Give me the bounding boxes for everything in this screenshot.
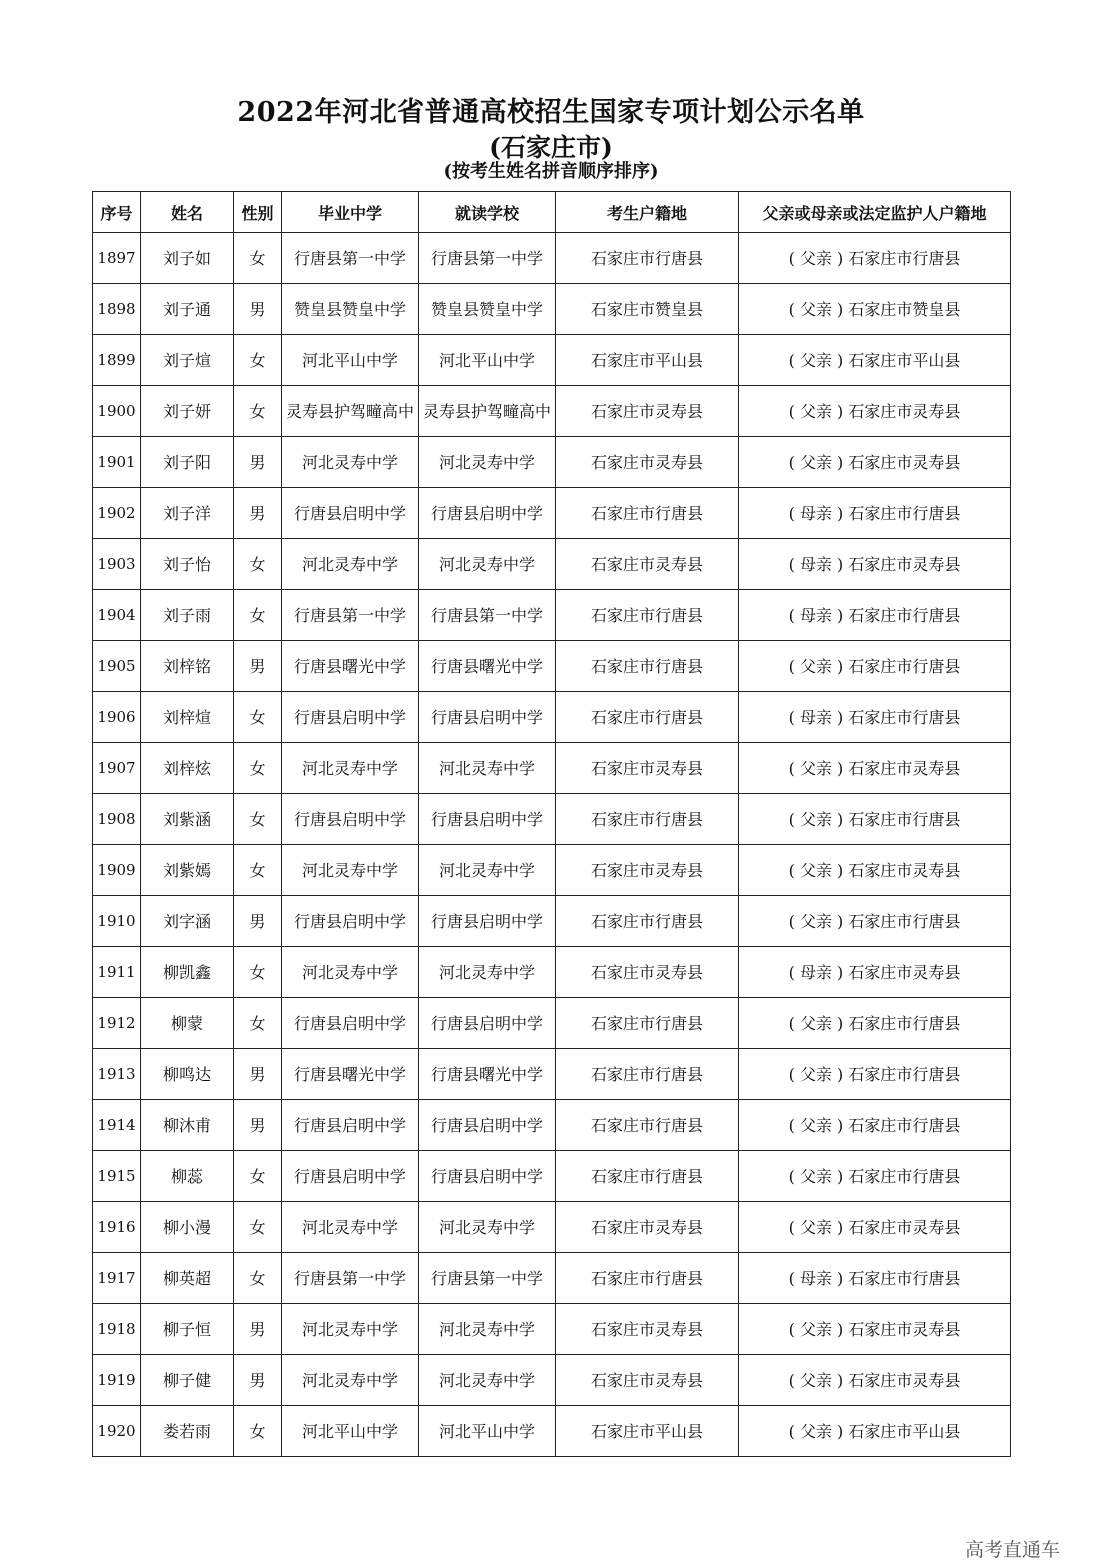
- table-row: [93, 386, 1011, 437]
- cell-current-school: 河北灵寿中学: [419, 1202, 556, 1253]
- cell-current-school: 河北灵寿中学: [419, 947, 556, 998]
- cell-graduation-school: 灵寿县护驾疃高中: [282, 386, 419, 437]
- cell-household-registration: 石家庄市行唐县: [556, 1253, 739, 1304]
- cell-gender: 女: [234, 692, 282, 743]
- cell-name: 柳子健: [141, 1355, 234, 1406]
- cell-seq: 1897: [93, 233, 141, 284]
- cell-name: 柳凯鑫: [141, 947, 234, 998]
- table-row: [93, 1253, 1011, 1304]
- cell-seq: 1903: [93, 539, 141, 590]
- cell-guardian-registration: ( 父亲 ) 石家庄市平山县: [739, 1406, 1011, 1457]
- cell-gender: 男: [234, 1355, 282, 1406]
- table-row: [93, 1100, 1011, 1151]
- cell-current-school: 河北灵寿中学: [419, 743, 556, 794]
- cell-guardian-registration: ( 父亲 ) 石家庄市灵寿县: [739, 437, 1011, 488]
- cell-household-registration: 石家庄市行唐县: [556, 590, 739, 641]
- cell-name: 刘子煊: [141, 335, 234, 386]
- cell-seq: 1920: [93, 1406, 141, 1457]
- cell-seq: 1913: [93, 1049, 141, 1100]
- table-row: [93, 692, 1011, 743]
- cell-name: 刘梓煊: [141, 692, 234, 743]
- cell-current-school: 河北灵寿中学: [419, 437, 556, 488]
- cell-current-school: 河北灵寿中学: [419, 845, 556, 896]
- document-subtitle: (石家庄市): [489, 133, 613, 162]
- cell-gender: 男: [234, 1100, 282, 1151]
- cell-seq: 1909: [93, 845, 141, 896]
- cell-household-registration: 石家庄市灵寿县: [556, 437, 739, 488]
- cell-current-school: 行唐县启明中学: [419, 998, 556, 1049]
- cell-household-registration: 石家庄市行唐县: [556, 488, 739, 539]
- cell-name: 刘子雨: [141, 590, 234, 641]
- header-graduation-school: 毕业中学: [282, 192, 419, 233]
- cell-gender: 女: [234, 845, 282, 896]
- cell-household-registration: 石家庄市灵寿县: [556, 1202, 739, 1253]
- cell-current-school: 赞皇县赞皇中学: [419, 284, 556, 335]
- cell-name: 刘子阳: [141, 437, 234, 488]
- cell-guardian-registration: ( 母亲 ) 石家庄市行唐县: [739, 488, 1011, 539]
- cell-household-registration: 石家庄市平山县: [556, 335, 739, 386]
- cell-current-school: 河北灵寿中学: [419, 539, 556, 590]
- cell-seq: 1898: [93, 284, 141, 335]
- cell-seq: 1915: [93, 1151, 141, 1202]
- table-row: [93, 233, 1011, 284]
- cell-guardian-registration: ( 父亲 ) 石家庄市行唐县: [739, 1151, 1011, 1202]
- cell-graduation-school: 行唐县启明中学: [282, 794, 419, 845]
- cell-household-registration: 石家庄市行唐县: [556, 1049, 739, 1100]
- table-row: [93, 641, 1011, 692]
- cell-current-school: 行唐县启明中学: [419, 794, 556, 845]
- table-row: [93, 1202, 1011, 1253]
- cell-seq: 1906: [93, 692, 141, 743]
- cell-guardian-registration: ( 父亲 ) 石家庄市行唐县: [739, 233, 1011, 284]
- cell-gender: 男: [234, 1049, 282, 1100]
- cell-name: 柳蕊: [141, 1151, 234, 1202]
- cell-name: 柳小漫: [141, 1202, 234, 1253]
- cell-gender: 女: [234, 1202, 282, 1253]
- cell-name: 柳鸣达: [141, 1049, 234, 1100]
- cell-gender: 女: [234, 233, 282, 284]
- cell-graduation-school: 行唐县曙光中学: [282, 641, 419, 692]
- cell-seq: 1918: [93, 1304, 141, 1355]
- cell-guardian-registration: ( 父亲 ) 石家庄市灵寿县: [739, 845, 1011, 896]
- cell-seq: 1905: [93, 641, 141, 692]
- cell-name: 柳英超: [141, 1253, 234, 1304]
- cell-name: 刘子怡: [141, 539, 234, 590]
- table-row: [93, 590, 1011, 641]
- cell-guardian-registration: ( 父亲 ) 石家庄市行唐县: [739, 1100, 1011, 1151]
- cell-gender: 男: [234, 896, 282, 947]
- cell-guardian-registration: ( 母亲 ) 石家庄市行唐县: [739, 1253, 1011, 1304]
- cell-household-registration: 石家庄市行唐县: [556, 998, 739, 1049]
- cell-guardian-registration: ( 父亲 ) 石家庄市行唐县: [739, 641, 1011, 692]
- cell-current-school: 行唐县第一中学: [419, 233, 556, 284]
- cell-household-registration: 石家庄市行唐县: [556, 233, 739, 284]
- header-guardian-registration: 父亲或母亲或法定监护人户籍地: [739, 192, 1011, 233]
- cell-guardian-registration: ( 父亲 ) 石家庄市灵寿县: [739, 386, 1011, 437]
- cell-current-school: 行唐县启明中学: [419, 1100, 556, 1151]
- cell-graduation-school: 河北灵寿中学: [282, 539, 419, 590]
- cell-guardian-registration: ( 父亲 ) 石家庄市行唐县: [739, 1049, 1011, 1100]
- cell-name: 刘子通: [141, 284, 234, 335]
- cell-seq: 1904: [93, 590, 141, 641]
- cell-household-registration: 石家庄市赞皇县: [556, 284, 739, 335]
- sort-note: (按考生姓名拼音顺序排序): [443, 161, 659, 182]
- cell-gender: 男: [234, 284, 282, 335]
- cell-current-school: 行唐县启明中学: [419, 692, 556, 743]
- cell-guardian-registration: ( 父亲 ) 石家庄市行唐县: [739, 998, 1011, 1049]
- cell-graduation-school: 行唐县启明中学: [282, 998, 419, 1049]
- table-row: [93, 743, 1011, 794]
- table-row: [93, 998, 1011, 1049]
- table-row: [93, 1406, 1011, 1457]
- cell-gender: 女: [234, 539, 282, 590]
- cell-current-school: 行唐县第一中学: [419, 1253, 556, 1304]
- cell-current-school: 行唐县启明中学: [419, 488, 556, 539]
- table-body: [93, 233, 1011, 1457]
- cell-household-registration: 石家庄市行唐县: [556, 1100, 739, 1151]
- cell-graduation-school: 河北灵寿中学: [282, 437, 419, 488]
- cell-guardian-registration: ( 父亲 ) 石家庄市平山县: [739, 335, 1011, 386]
- cell-seq: 1911: [93, 947, 141, 998]
- cell-household-registration: 石家庄市灵寿县: [556, 947, 739, 998]
- cell-current-school: 行唐县曙光中学: [419, 1049, 556, 1100]
- header-household-registration: 考生户籍地: [556, 192, 739, 233]
- cell-household-registration: 石家庄市行唐县: [556, 1151, 739, 1202]
- header-gender: 性别: [234, 192, 282, 233]
- cell-seq: 1900: [93, 386, 141, 437]
- cell-name: 刘字涵: [141, 896, 234, 947]
- cell-guardian-registration: ( 母亲 ) 石家庄市行唐县: [739, 590, 1011, 641]
- cell-guardian-registration: ( 母亲 ) 石家庄市行唐县: [739, 692, 1011, 743]
- cell-gender: 男: [234, 488, 282, 539]
- cell-household-registration: 石家庄市行唐县: [556, 794, 739, 845]
- cell-gender: 女: [234, 1406, 282, 1457]
- cell-graduation-school: 河北灵寿中学: [282, 845, 419, 896]
- cell-name: 柳子恒: [141, 1304, 234, 1355]
- cell-current-school: 行唐县曙光中学: [419, 641, 556, 692]
- cell-gender: 男: [234, 641, 282, 692]
- header-current-school: 就读学校: [419, 192, 556, 233]
- table-row: [93, 896, 1011, 947]
- cell-guardian-registration: ( 父亲 ) 石家庄市行唐县: [739, 794, 1011, 845]
- table-row: [93, 947, 1011, 998]
- cell-household-registration: 石家庄市灵寿县: [556, 1304, 739, 1355]
- table-header-row: [93, 192, 1011, 233]
- cell-gender: 女: [234, 947, 282, 998]
- header-name: 姓名: [141, 192, 234, 233]
- cell-household-registration: 石家庄市灵寿县: [556, 539, 739, 590]
- cell-seq: 1901: [93, 437, 141, 488]
- cell-graduation-school: 行唐县启明中学: [282, 896, 419, 947]
- cell-graduation-school: 行唐县第一中学: [282, 590, 419, 641]
- cell-name: 刘紫涵: [141, 794, 234, 845]
- cell-graduation-school: 行唐县第一中学: [282, 233, 419, 284]
- cell-current-school: 行唐县第一中学: [419, 590, 556, 641]
- cell-seq: 1908: [93, 794, 141, 845]
- cell-name: 刘子洋: [141, 488, 234, 539]
- cell-graduation-school: 行唐县启明中学: [282, 692, 419, 743]
- cell-guardian-registration: ( 父亲 ) 石家庄市赞皇县: [739, 284, 1011, 335]
- cell-gender: 女: [234, 335, 282, 386]
- cell-household-registration: 石家庄市灵寿县: [556, 845, 739, 896]
- cell-guardian-registration: ( 父亲 ) 石家庄市行唐县: [739, 896, 1011, 947]
- cell-name: 刘紫嫣: [141, 845, 234, 896]
- table-row: [93, 1151, 1011, 1202]
- table-row: [93, 1304, 1011, 1355]
- cell-seq: 1914: [93, 1100, 141, 1151]
- cell-gender: 男: [234, 437, 282, 488]
- header-seq: 序号: [93, 192, 141, 233]
- cell-name: 刘梓铭: [141, 641, 234, 692]
- table-row: [93, 539, 1011, 590]
- cell-guardian-registration: ( 父亲 ) 石家庄市灵寿县: [739, 743, 1011, 794]
- cell-name: 娄若雨: [141, 1406, 234, 1457]
- table-row: [93, 845, 1011, 896]
- cell-current-school: 灵寿县护驾疃高中: [419, 386, 556, 437]
- cell-household-registration: 石家庄市行唐县: [556, 896, 739, 947]
- cell-name: 刘子如: [141, 233, 234, 284]
- cell-graduation-school: 河北灵寿中学: [282, 743, 419, 794]
- cell-graduation-school: 行唐县第一中学: [282, 1253, 419, 1304]
- cell-gender: 女: [234, 386, 282, 437]
- table-row: [93, 1049, 1011, 1100]
- table-row: [93, 488, 1011, 539]
- cell-current-school: 行唐县启明中学: [419, 1151, 556, 1202]
- cell-graduation-school: 河北灵寿中学: [282, 1355, 419, 1406]
- cell-graduation-school: 河北灵寿中学: [282, 1202, 419, 1253]
- cell-gender: 女: [234, 998, 282, 1049]
- table-row: [93, 284, 1011, 335]
- cell-household-registration: 石家庄市灵寿县: [556, 1355, 739, 1406]
- cell-gender: 女: [234, 743, 282, 794]
- document-title: 2022年河北省普通高校招生国家专项计划公示名单: [237, 97, 865, 128]
- table-row: [93, 437, 1011, 488]
- cell-graduation-school: 行唐县曙光中学: [282, 1049, 419, 1100]
- table-row: [93, 335, 1011, 386]
- cell-gender: 女: [234, 794, 282, 845]
- cell-name: 刘子妍: [141, 386, 234, 437]
- cell-gender: 女: [234, 590, 282, 641]
- cell-current-school: 河北灵寿中学: [419, 1304, 556, 1355]
- cell-current-school: 河北平山中学: [419, 1406, 556, 1457]
- cell-household-registration: 石家庄市平山县: [556, 1406, 739, 1457]
- cell-name: 刘梓炫: [141, 743, 234, 794]
- cell-household-registration: 石家庄市灵寿县: [556, 386, 739, 437]
- cell-graduation-school: 河北灵寿中学: [282, 947, 419, 998]
- cell-graduation-school: 河北平山中学: [282, 1406, 419, 1457]
- cell-guardian-registration: ( 父亲 ) 石家庄市灵寿县: [739, 1202, 1011, 1253]
- cell-guardian-registration: ( 母亲 ) 石家庄市灵寿县: [739, 539, 1011, 590]
- cell-graduation-school: 河北灵寿中学: [282, 1304, 419, 1355]
- cell-current-school: 河北灵寿中学: [419, 1355, 556, 1406]
- cell-name: 柳蒙: [141, 998, 234, 1049]
- cell-seq: 1910: [93, 896, 141, 947]
- cell-graduation-school: 行唐县启明中学: [282, 1100, 419, 1151]
- cell-gender: 男: [234, 1304, 282, 1355]
- cell-gender: 女: [234, 1253, 282, 1304]
- cell-seq: 1902: [93, 488, 141, 539]
- cell-seq: 1919: [93, 1355, 141, 1406]
- cell-seq: 1899: [93, 335, 141, 386]
- cell-household-registration: 石家庄市行唐县: [556, 641, 739, 692]
- table-row: [93, 1355, 1011, 1406]
- cell-graduation-school: 河北平山中学: [282, 335, 419, 386]
- cell-graduation-school: 行唐县启明中学: [282, 488, 419, 539]
- cell-household-registration: 石家庄市行唐县: [556, 692, 739, 743]
- cell-current-school: 行唐县启明中学: [419, 896, 556, 947]
- cell-guardian-registration: ( 母亲 ) 石家庄市灵寿县: [739, 947, 1011, 998]
- cell-graduation-school: 赞皇县赞皇中学: [282, 284, 419, 335]
- table-row: [93, 794, 1011, 845]
- cell-seq: 1917: [93, 1253, 141, 1304]
- cell-household-registration: 石家庄市灵寿县: [556, 743, 739, 794]
- cell-guardian-registration: ( 父亲 ) 石家庄市灵寿县: [739, 1355, 1011, 1406]
- cell-current-school: 河北平山中学: [419, 335, 556, 386]
- cell-seq: 1912: [93, 998, 141, 1049]
- cell-gender: 女: [234, 1151, 282, 1202]
- cell-graduation-school: 行唐县启明中学: [282, 1151, 419, 1202]
- roster-table: [92, 191, 1011, 1457]
- watermark: 高考直通车: [965, 1539, 1061, 1561]
- cell-seq: 1916: [93, 1202, 141, 1253]
- cell-seq: 1907: [93, 743, 141, 794]
- cell-guardian-registration: ( 父亲 ) 石家庄市灵寿县: [739, 1304, 1011, 1355]
- cell-name: 柳沐甫: [141, 1100, 234, 1151]
